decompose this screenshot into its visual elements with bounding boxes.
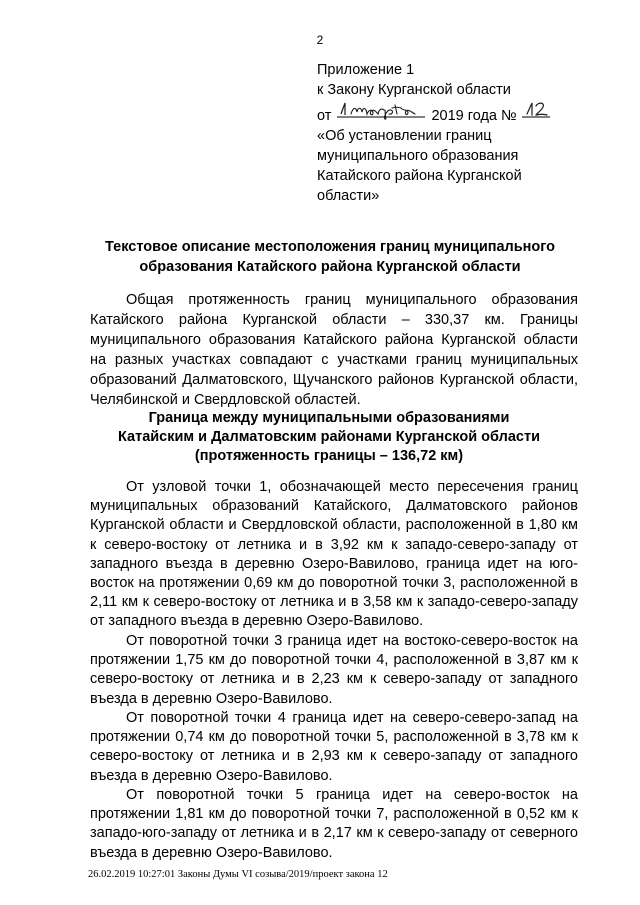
appendix-subject-2: муниципального образования (317, 148, 519, 164)
date-suffix: 2019 года № (431, 108, 517, 124)
paragraph-4: От поворотной точки 5 граница идет на северо-восток на протяжении 1,81 км до поворотной точки 7, расположенной в 0,52 км к западо-юго-западу от летника и в 2,17 км к северо-западу от северного въезда в деревню Озеро-Вавилово. (90, 787, 578, 861)
appendix-header (317, 60, 617, 206)
appendix-title: Приложение 1 (317, 62, 415, 78)
handwritten-number-signature (521, 100, 551, 120)
paragraph-2: От поворотной точки 3 граница идет на востоко-северо-восток на протяжении 1,75 км до поворотной точки 4, расположенной в 3,87 км к северо-востоку от летника и в 2,23 км к северо-западу от западного въезда в деревню Озеро-Вавилово. (90, 633, 578, 707)
appendix-subject-3: Катайского района Курганской (317, 168, 522, 184)
handwritten-date-signature (335, 100, 427, 120)
appendix-law-ref: к Закону Курганской области (317, 82, 511, 98)
section-title-line-1: Граница между муниципальными образованиями (148, 410, 510, 426)
date-prefix: от (317, 108, 332, 124)
page-number: 2 (316, 33, 324, 47)
section-title-line-2: Катайским и Далматовским районами Курганской области (118, 429, 540, 445)
main-title: Текстовое описание местоположения границ муниципального образования Катайского района Курганской области (105, 239, 555, 275)
paragraph-1: От узловой точки 1, обозначающей место пересечения границ муниципальных образований Катайского, Далматовского районов Курганской области и Свердловской области, расположенной в 1,80 км к северо-востоку от летника и в 3,92 км к западо-северо-западу от западного въезда в деревню Озеро-Вавилово, граница идет на юго-восток на протяжении 0,69 км до поворотной точки 3, расположенной в 2,11 км к северо-востоку от летника и в 3,58 км к западо-северо-западу от западного въезда в деревню Озеро-Вавилово. (90, 479, 578, 630)
paragraph-3: От поворотной точки 4 граница идет на северо-северо-запад на протяжении 0,74 км до поворотной точки 5, расположенной в 3,78 км к северо-востоку от летника и в 2,93 км к северо-западу от западного въезда в деревню Озеро-Вавилово. (90, 710, 578, 784)
appendix-subject-1: «Об установлении границ (317, 128, 492, 144)
section-title (64, 409, 594, 466)
appendix-date-line (317, 100, 617, 126)
section-title-line-3: (протяженность границы – 136,72 км) (194, 448, 464, 464)
appendix-subject-4: области» (317, 188, 380, 204)
intro-paragraph: Общая протяженность границ муниципального образования Катайского района Курганской области – 330,37 км. Границы муниципального образования Катайского района Курганской области на разных участках совпадают с участками границ муниципальных образований Далматовского, Щучанского районов Курганской области, Челябинской и Свердловской областей. (90, 292, 578, 408)
footer-metadata: 26.02.2019 10:27:01 Законы Думы VI созыва/2019/проект закона 12 (88, 869, 388, 880)
